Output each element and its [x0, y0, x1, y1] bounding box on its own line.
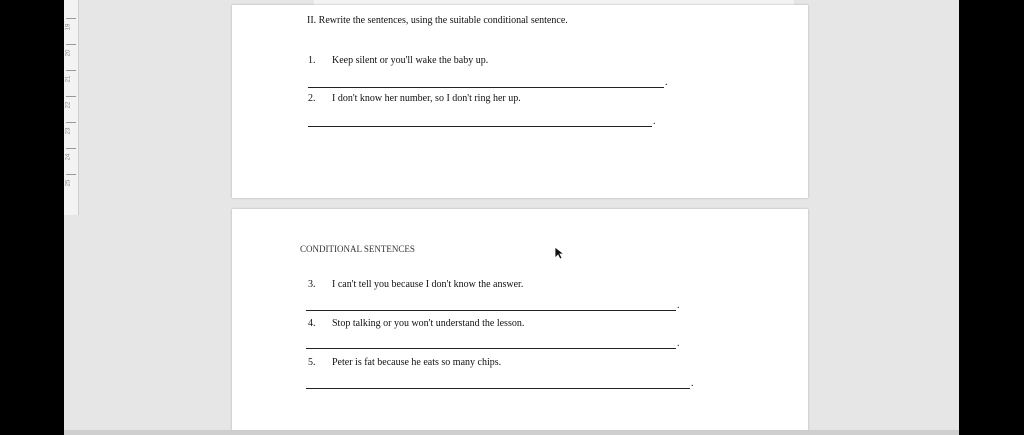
- item-number: 1.: [308, 55, 316, 66]
- ruler-number: 21: [65, 75, 72, 83]
- item-number: 3.: [308, 279, 316, 290]
- ruler-number: 22: [65, 101, 72, 109]
- ruler-number: 25: [65, 179, 72, 187]
- answer-line-end: .: [677, 338, 680, 349]
- document-window: [64, 0, 959, 435]
- item-text: I can't tell you because I don't know the answer.: [332, 279, 524, 290]
- answer-line[interactable]: [308, 87, 664, 88]
- ruler-number: 23: [65, 127, 72, 135]
- mouse-pointer-icon: [554, 246, 564, 260]
- item-text: Keep silent or you'll wake the baby up.: [332, 55, 489, 66]
- vertical-ruler[interactable]: [64, 0, 79, 215]
- answer-line[interactable]: [306, 348, 676, 349]
- item-number: 5.: [308, 357, 316, 368]
- answer-line-end: .: [665, 77, 668, 88]
- answer-line-end: .: [653, 116, 656, 127]
- ruler-number: 19: [65, 23, 72, 31]
- item-number: 2.: [308, 93, 316, 104]
- item-text: Peter is fat because he eats so many chips.: [332, 357, 502, 368]
- status-bar: [64, 430, 959, 435]
- ruler-number: 24: [65, 153, 72, 161]
- item-text: I don't know her number, so I don't ring her up.: [332, 93, 521, 104]
- answer-line[interactable]: [306, 388, 690, 389]
- ruler-number: 20: [65, 49, 72, 57]
- item-number: 4.: [308, 318, 316, 329]
- exercise-heading: II. Rewrite the sentences, using the suitable conditional sentence.: [307, 15, 568, 26]
- document-page-1[interactable]: [232, 5, 808, 198]
- answer-line[interactable]: [308, 126, 652, 127]
- answer-line-end: .: [677, 300, 680, 311]
- answer-line-end: .: [691, 378, 694, 389]
- document-page-2[interactable]: [232, 209, 808, 435]
- answer-line[interactable]: [306, 310, 676, 311]
- section-heading: CONDITIONAL SENTENCES: [300, 244, 415, 254]
- item-text: Stop talking or you won't understand the lesson.: [332, 318, 525, 329]
